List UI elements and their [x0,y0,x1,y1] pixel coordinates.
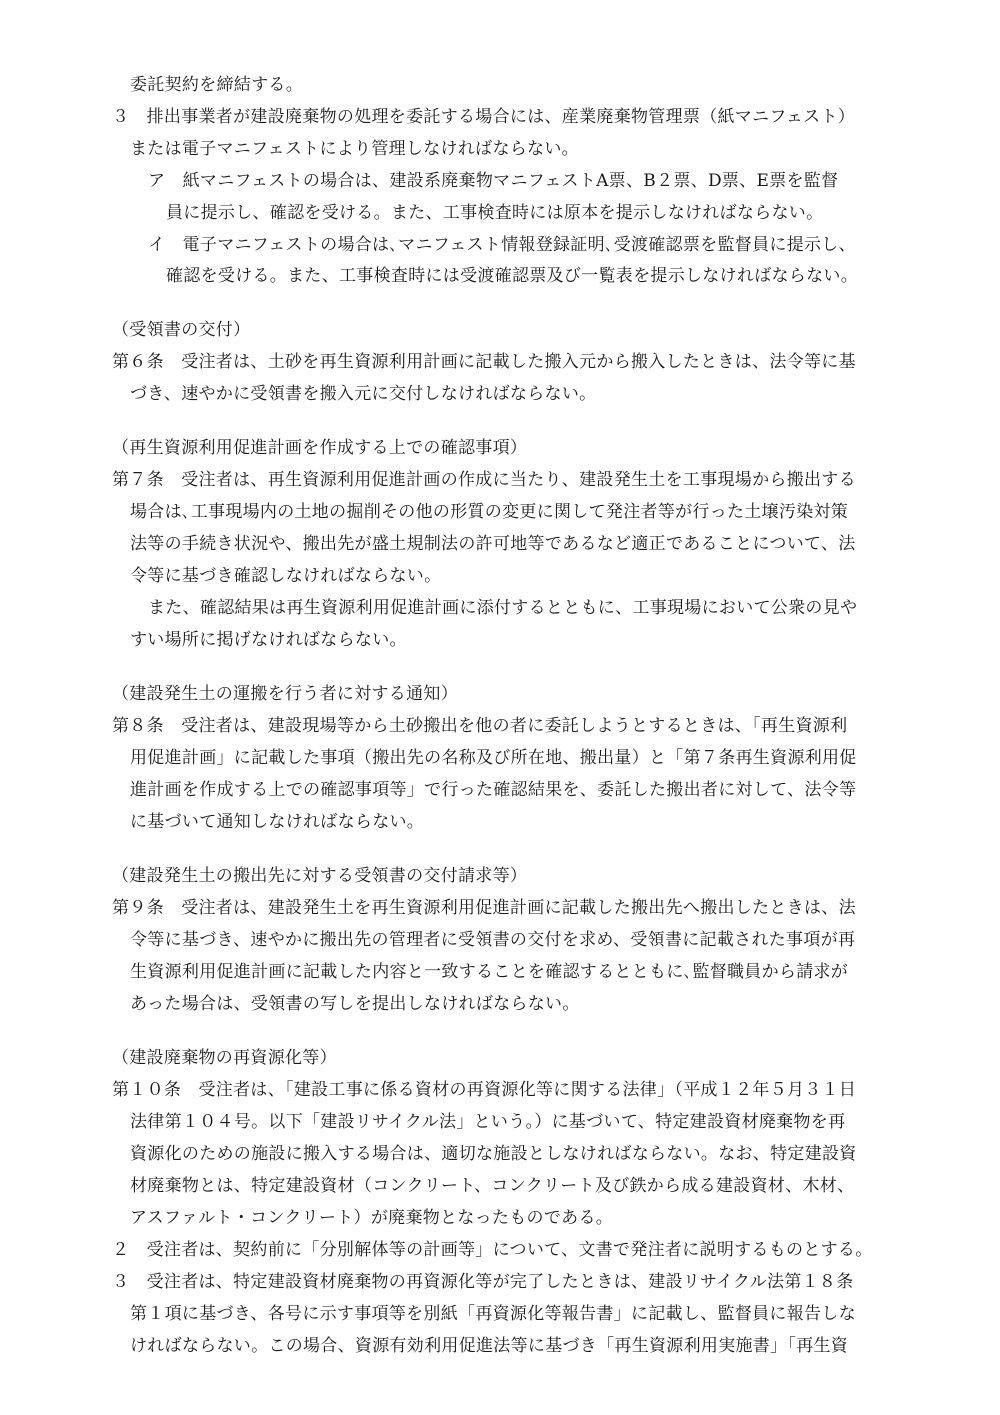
text-line: 第６条 受注者は、土砂を再生資源利用計画に記載した搬入元から搬入したときは、法令等に基 [112,352,856,372]
text-line: 第１項に基づき、各号に示す事項等を別紙「再資源化等報告書」に記載し、監督員に報告しな [130,1304,856,1324]
text-line: また、確認結果は再生資源利用促進計画に添付するとともに、工事現場において公衆の見や [148,598,858,618]
text-line: ければならない。この場合、資源有効利用促進法等に基づき「再生資源利用実施書」「再生資 [130,1336,849,1356]
section-heading: （建設発生土の搬出先に対する受領書の交付請求等） [112,866,528,886]
text-line: 第１０条 受注者は、「建設工事に係る資材の再資源化等に関する法律」（平成１２年５月３１日 [112,1080,857,1100]
text-line: に基づいて通知しなければならない。 [130,812,425,832]
text-line: 確認を受ける。また、工事検査時には受渡確認票及び一覧表を提示しなければならない。 [166,266,858,286]
section-heading: （再生資源利用促進計画を作成する上での確認事項） [112,438,528,458]
text-line: 第７条 受注者は、再生資源利用促進計画の作成に当たり、建設発生土を工事現場から搬出する [112,470,856,490]
text-line: あった場合は、受領書の写しを提出しなければならない。 [130,994,580,1014]
text-line: 第９条 受注者は、建設発生土を再生資源利用促進計画に記載した搬出先へ搬出したときは、法 [112,898,856,918]
section-heading: （建設発生土の運搬を行う者に対する通知） [112,684,458,704]
text-line: 令等に基づき、速やかに搬出先の管理者に受領書の交付を求め、受領書に記載された事項が再 [130,930,856,950]
text-line: 員に提示し、確認を受ける。また、工事検査時には原本を提示しなければならない。 [166,203,824,223]
text-line: ア 紙マニフェストの場合は、建設系廃棄物マニフェストA票、B２票、D票、E票を監督 [148,171,839,191]
section-heading: （建設廃棄物の再資源化等） [112,1048,337,1068]
text-line: アスファルト・コンクリート）が廃棄物となったものである。 [130,1208,614,1228]
text-line: ２ 受注者は、契約前に「分別解体等の計画等」について、文書で発注者に説明するものとする。 [112,1240,873,1260]
text-line: 用促進計画」に記載した事項（搬出先の名称及び所在地、搬出量）と「第７条再生資源利用促 [130,748,857,768]
text-line: 進計画を作成する上での確認事項等」で行った確認結果を、委託した搬出者に対して、法令等 [130,780,857,800]
text-line: づき、速やかに受領書を搬入元に交付しなければならない。 [130,384,597,404]
text-line: 生資源利用促進計画に記載した内容と一致することを確認するとともに､監督職員から請求が [130,962,849,982]
text-line: イ 電子マニフェストの場合は､マニフェスト情報登録証明､受渡確認票を監督員に提示し、 [148,235,856,255]
text-line: ３ 排出事業者が建設廃棄物の処理を委託する場合には、産業廃棄物管理票（紙マニフェスト） [112,107,856,127]
text-line: 令等に基づき確認しなければならない。 [130,566,442,586]
text-line: 法律第１０４号。以下「建設リサイクル法」という。）に基づいて、特定建設資材廃棄物を再 [130,1112,846,1132]
text-line: 法等の手続き状況や、搬出先が盛土規制法の許可地等であるなど適正であることについて、法 [130,534,856,554]
section-heading: （受領書の交付） [112,320,251,340]
text-line: 材廃棄物とは、特定建設資材（コンクリート、コンクリート及び鉄から成る建設資材、木材、 [130,1176,855,1196]
text-line: 場合は､工事現場内の土地の掘削その他の形質の変更に関して発注者等が行った土壌汚染対策 [130,502,849,522]
text-line: または電子マニフェストにより管理しなければならない。 [130,139,579,159]
text-line: 資源化のための施設に搬入する場合は、適切な施設としなければならない。なお、特定建設資 [130,1144,857,1164]
text-line: ３ 受注者は、特定建設資材廃棄物の再資源化等が完了したときは、建設リサイクル法第１８条 [112,1272,854,1292]
text-line: 委託契約を締結する。 [130,75,303,95]
text-line: すい場所に掲げなければならない。 [130,630,407,650]
text-line: 第８条 受注者は、建設現場等から土砂搬出を他の者に委託しようとするときは、「再生資源利 [112,716,848,736]
